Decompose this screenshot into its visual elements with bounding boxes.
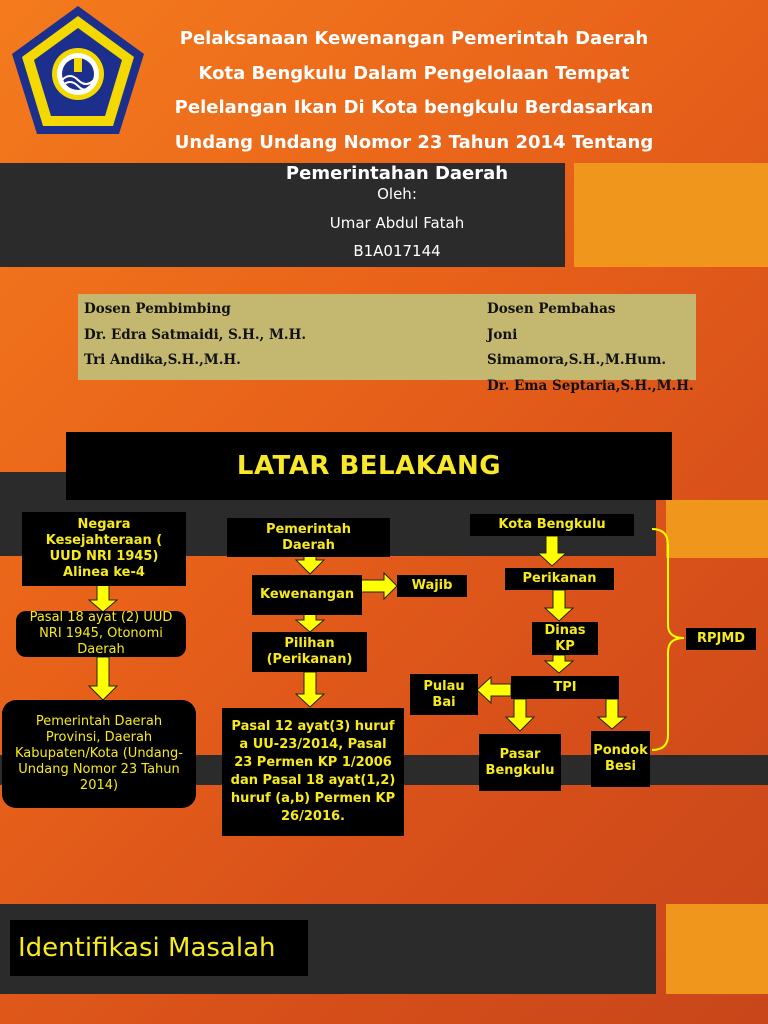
title-line-2: Kota Bengkulu Dalam Pengelolaan Tempat xyxy=(198,62,630,84)
identifikasi-masalah-heading: Identifikasi Masalah xyxy=(10,920,308,976)
pembimbing-name-2: Tri Andika,S.H.,M.H. xyxy=(84,352,241,368)
kota-bengkulu-box: Kota Bengkulu xyxy=(470,514,634,536)
tpi-box: TPI xyxy=(511,676,619,699)
arrow-kewenangan-pilihan xyxy=(296,614,324,632)
pembahas-name-2: Dr. Ema Septaria,S.H.,M.H. xyxy=(487,377,694,394)
pembimbing-name-1: Dr. Edra Satmaidi, S.H., M.H. xyxy=(84,326,307,343)
pemerintah-daerah-provinsi-box: Pemerintah Daerah Provinsi, Daerah Kabupaten/Kota (Undang-Undang Nomor 23 Tahun 2014) xyxy=(2,700,196,808)
pembimbing-title: Dosen Pembimbing xyxy=(84,301,231,317)
section-heading: LATAR BELAKANG xyxy=(66,432,672,500)
wajib-box: Wajib xyxy=(397,575,467,597)
arrow-pilihan-pasal12 xyxy=(296,672,324,707)
arrow-negara-pasal18 xyxy=(89,584,117,612)
author-name: Umar Abdul Fatah xyxy=(329,214,465,232)
arrow-kewenangan-wajib xyxy=(361,573,397,599)
arrow-tpi-pasar xyxy=(506,699,534,731)
perikanan-box: Perikanan xyxy=(505,568,614,590)
rpjmd-brace xyxy=(652,529,684,750)
pasar-bengkulu-box: Pasar Bengkulu xyxy=(479,734,561,791)
arrow-tpi-pondok xyxy=(598,699,626,729)
pemerintah-daerah-box: Pemerintah Daerah xyxy=(227,518,390,557)
pembahas-title: Dosen Pembahas xyxy=(487,301,616,317)
pasal12-box: Pasal 12 ayat(3) huruf a UU-23/2014, Pasal 23 Permen KP 1/2006 dan Pasal 18 ayat(1,2) huruf (a,b) Permen KP 26/2016. xyxy=(222,708,404,836)
title-line-4: Undang Undang Nomor 23 Tahun 2014 Tentang xyxy=(174,131,654,153)
arrow-perikanan-dinas xyxy=(545,590,573,621)
pulau-bai-box: Pulau Bai xyxy=(410,674,478,715)
title-line-1: Pelaksanaan Kewenangan Pemerintah Daerah xyxy=(179,28,649,49)
author-nim: B1A017144 xyxy=(353,242,441,260)
arrow-tpi-pulau xyxy=(477,677,511,703)
arrow-pasal18-pemda xyxy=(89,657,117,700)
negara-kesejahteraan-box: Negara Kesejahteraan ( UUD NRI 1945) Alinea ke-4 xyxy=(22,512,186,586)
pondok-besi-box: Pondok Besi xyxy=(591,731,650,787)
oleh-label: Oleh: xyxy=(377,185,417,203)
pasal18-box: Pasal 18 ayat (2) UUD NRI 1945, Otonomi Daerah xyxy=(16,611,186,657)
pilihan-perikanan-box: Pilihan (Perikanan) xyxy=(252,632,367,672)
title-line-5: Pemerintahan Daerah xyxy=(285,163,509,184)
title-line-3: Pelelangan Ikan Di Kota bengkulu Berdasarkan xyxy=(174,97,654,118)
rpjmd-box: RPJMD xyxy=(686,628,756,650)
arrow-dinas-tpi xyxy=(545,655,573,673)
arrow-kota-perikanan xyxy=(538,536,566,566)
dinas-kp-box: Dinas KP xyxy=(532,622,598,655)
kewenangan-box: Kewenangan xyxy=(252,575,362,615)
pembahas-name-1: Joni Simamora,S.H.,M.Hum. xyxy=(487,326,667,368)
